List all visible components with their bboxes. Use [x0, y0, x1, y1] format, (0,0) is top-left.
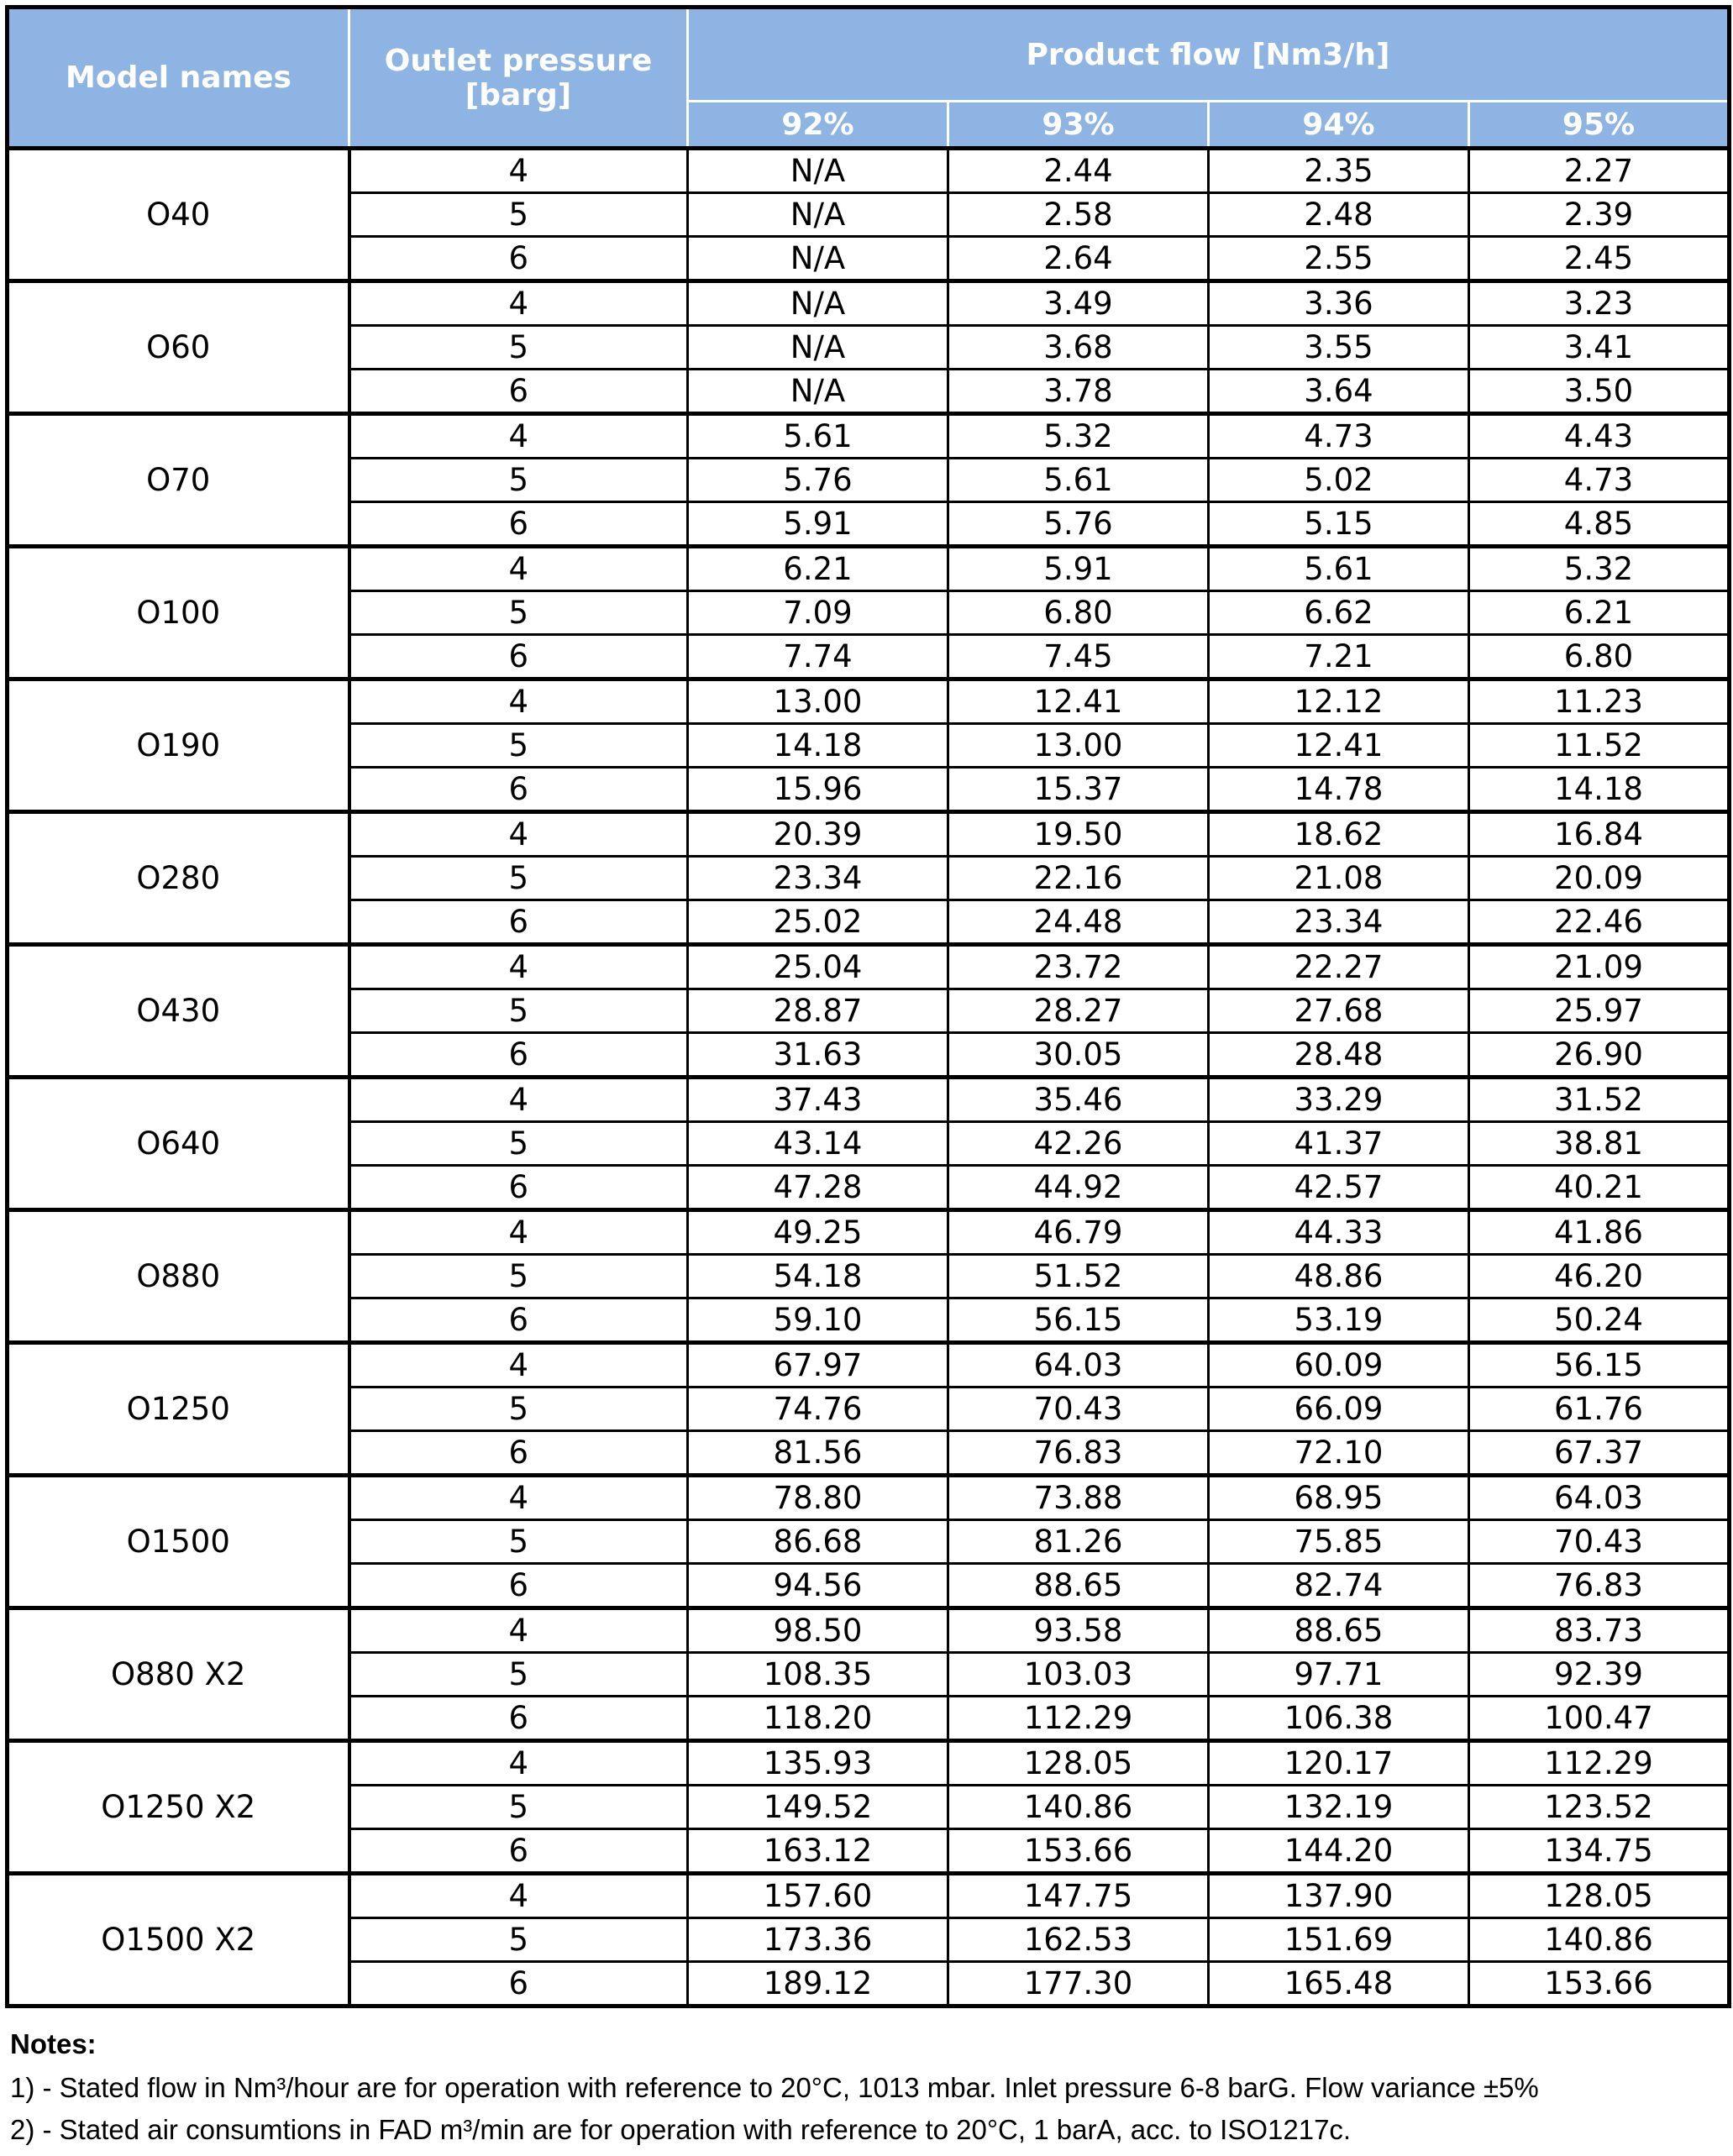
flow-value-cell: 47.28 [688, 1166, 948, 1210]
outlet-pressure-cell: 6 [349, 502, 688, 547]
flow-value-cell: 3.64 [1209, 370, 1469, 414]
flow-value-cell: 12.41 [1209, 724, 1469, 768]
flow-value-cell: 112.29 [948, 1697, 1209, 1741]
model-name-cell: O1250 X2 [8, 1741, 349, 1874]
model-name-cell: O60 [8, 281, 349, 414]
flow-value-cell: 26.90 [1469, 1033, 1730, 1078]
outlet-pressure-cell: 4 [349, 547, 688, 591]
flow-value-cell: 5.76 [948, 502, 1209, 547]
outlet-pressure-cell: 6 [349, 1697, 688, 1741]
outlet-pressure-cell: 4 [349, 1476, 688, 1520]
flow-value-cell: 25.02 [688, 900, 948, 945]
notes-section [10, 2028, 1724, 2156]
outlet-pressure-cell: 5 [349, 193, 688, 237]
outlet-pressure-cell: 6 [349, 1962, 688, 2006]
outlet-pressure-cell: 6 [349, 1564, 688, 1608]
table-row [8, 1210, 1730, 1255]
flow-value-cell: 103.03 [948, 1653, 1209, 1697]
table-row [8, 1608, 1730, 1653]
flow-value-cell: 6.80 [948, 591, 1209, 635]
model-name-cell: O190 [8, 679, 349, 812]
table-header [8, 8, 1730, 149]
flow-value-cell: 5.32 [948, 414, 1209, 459]
flow-value-cell: 5.61 [948, 459, 1209, 502]
flow-value-cell: 132.19 [1209, 1786, 1469, 1829]
flow-value-cell: N/A [688, 149, 948, 193]
flow-value-cell: 97.71 [1209, 1653, 1469, 1697]
flow-value-cell: 43.14 [688, 1122, 948, 1166]
flow-value-cell: 120.17 [1209, 1741, 1469, 1786]
flow-value-cell: 4.43 [1469, 414, 1730, 459]
flow-value-cell: 153.66 [948, 1829, 1209, 1874]
flow-value-cell: 67.37 [1469, 1431, 1730, 1476]
flow-value-cell: 81.56 [688, 1431, 948, 1476]
flow-value-cell: 61.76 [1469, 1387, 1730, 1431]
flow-value-cell: 21.08 [1209, 857, 1469, 900]
table-row [8, 1476, 1730, 1520]
table-row [8, 679, 1730, 724]
model-name-cell: O280 [8, 812, 349, 945]
header-purity-2: 93% [948, 102, 1209, 149]
flow-value-cell: N/A [688, 193, 948, 237]
flow-value-cell: 27.68 [1209, 989, 1469, 1033]
model-name-cell: O1500 [8, 1476, 349, 1608]
note-line-1: 1) - Stated flow in Nm³/hour are for operation with reference to 20°C, 1013 mbar. Inlet pressure 6-8 barG. Flow variance ±5% [10, 2072, 1539, 2103]
flow-value-cell: 11.52 [1469, 724, 1730, 768]
flow-value-cell: 151.69 [1209, 1918, 1469, 1962]
flow-value-cell: 3.68 [948, 326, 1209, 370]
table-row [8, 812, 1730, 857]
flow-value-cell: 149.52 [688, 1786, 948, 1829]
header-outlet-pressure: Outlet pressure [barg] [349, 8, 688, 149]
flow-value-cell: 13.00 [688, 679, 948, 724]
header-model-names: Model names [8, 8, 349, 149]
flow-value-cell: 18.62 [1209, 812, 1469, 857]
model-name-cell: O1500 X2 [8, 1874, 349, 2006]
model-name-cell: O70 [8, 414, 349, 547]
flow-value-cell: 59.10 [688, 1298, 948, 1343]
flow-value-cell: 93.58 [948, 1608, 1209, 1653]
flow-value-cell: 42.57 [1209, 1166, 1469, 1210]
flow-value-cell: 64.03 [1469, 1476, 1730, 1520]
flow-value-cell: 5.61 [688, 414, 948, 459]
flow-value-cell: 6.80 [1469, 635, 1730, 679]
table-row [8, 547, 1730, 591]
outlet-pressure-cell: 6 [349, 768, 688, 812]
outlet-pressure-cell: 5 [349, 989, 688, 1033]
flow-value-cell: 73.88 [948, 1476, 1209, 1520]
flow-value-cell: 20.39 [688, 812, 948, 857]
flow-value-cell: 49.25 [688, 1210, 948, 1255]
flow-value-cell: 88.65 [948, 1564, 1209, 1608]
flow-value-cell: 70.43 [948, 1387, 1209, 1431]
model-name-cell: O430 [8, 945, 349, 1078]
table-body [8, 149, 1730, 2006]
flow-value-cell: 2.45 [1469, 237, 1730, 281]
flow-value-cell: 76.83 [1469, 1564, 1730, 1608]
outlet-pressure-cell: 6 [349, 1431, 688, 1476]
flow-value-cell: 72.10 [1209, 1431, 1469, 1476]
flow-value-cell: 64.03 [948, 1343, 1209, 1387]
outlet-pressure-cell: 6 [349, 900, 688, 945]
outlet-pressure-cell: 4 [349, 812, 688, 857]
flow-value-cell: 128.05 [948, 1741, 1209, 1786]
model-name-cell: O880 [8, 1210, 349, 1343]
flow-value-cell: 41.37 [1209, 1122, 1469, 1166]
flow-value-cell: 94.56 [688, 1564, 948, 1608]
flow-value-cell: 118.20 [688, 1697, 948, 1741]
flow-value-cell: 40.21 [1469, 1166, 1730, 1210]
flow-value-cell: 92.39 [1469, 1653, 1730, 1697]
flow-value-cell: N/A [688, 326, 948, 370]
flow-value-cell: 163.12 [688, 1829, 948, 1874]
outlet-pressure-cell: 6 [349, 1033, 688, 1078]
flow-value-cell: 5.02 [1209, 459, 1469, 502]
flow-value-cell: 48.86 [1209, 1255, 1469, 1298]
flow-value-cell: 5.76 [688, 459, 948, 502]
flow-value-cell: 78.80 [688, 1476, 948, 1520]
outlet-pressure-cell: 5 [349, 591, 688, 635]
flow-value-cell: 88.65 [1209, 1608, 1469, 1653]
notes-title: Notes: [10, 2028, 97, 2059]
flow-value-cell: 2.39 [1469, 193, 1730, 237]
flow-value-cell: 56.15 [948, 1298, 1209, 1343]
note-line-2: 2) - Stated air consumtions in FAD m³/min are for operation with reference to 20°C, 1 barA, acc. to ISO1217c. [10, 2114, 1352, 2145]
flow-value-cell: 76.83 [948, 1431, 1209, 1476]
header-product-flow: Product flow [Nm3/h] [688, 8, 1730, 102]
flow-value-cell: 162.53 [948, 1918, 1209, 1962]
flow-value-cell: 35.46 [948, 1078, 1209, 1122]
flow-value-cell: 4.85 [1469, 502, 1730, 547]
outlet-pressure-cell: 4 [349, 1874, 688, 1918]
flow-value-cell: 12.41 [948, 679, 1209, 724]
table-row [8, 1078, 1730, 1122]
flow-value-cell: 83.73 [1469, 1608, 1730, 1653]
flow-value-cell: 3.50 [1469, 370, 1730, 414]
outlet-pressure-cell: 4 [349, 1608, 688, 1653]
outlet-pressure-cell: 5 [349, 459, 688, 502]
flow-value-cell: 2.35 [1209, 149, 1469, 193]
flow-value-cell: 33.29 [1209, 1078, 1469, 1122]
model-name-cell: O1250 [8, 1343, 349, 1476]
flow-value-cell: 24.48 [948, 900, 1209, 945]
outlet-pressure-cell: 4 [349, 1210, 688, 1255]
flow-value-cell: 82.74 [1209, 1564, 1469, 1608]
outlet-pressure-cell: 4 [349, 945, 688, 989]
outlet-pressure-cell: 5 [349, 326, 688, 370]
flow-value-cell: 177.30 [948, 1962, 1209, 2006]
flow-value-cell: 23.72 [948, 945, 1209, 989]
flow-value-cell: 68.95 [1209, 1476, 1469, 1520]
flow-value-cell: 128.05 [1469, 1874, 1730, 1918]
outlet-pressure-cell: 4 [349, 1741, 688, 1786]
flow-value-cell: 6.21 [688, 547, 948, 591]
flow-value-cell: 98.50 [688, 1608, 948, 1653]
flow-value-cell: 16.84 [1469, 812, 1730, 857]
flow-value-cell: 14.18 [688, 724, 948, 768]
flow-value-cell: 2.64 [948, 237, 1209, 281]
flow-value-cell: 100.47 [1469, 1697, 1730, 1741]
flow-value-cell: 44.33 [1209, 1210, 1469, 1255]
table-row [8, 1874, 1730, 1918]
flow-value-cell: 31.63 [688, 1033, 948, 1078]
flow-value-cell: 3.36 [1209, 281, 1469, 326]
flow-value-cell: 15.96 [688, 768, 948, 812]
outlet-pressure-cell: 5 [349, 724, 688, 768]
flow-value-cell: 41.86 [1469, 1210, 1730, 1255]
flow-value-cell: 189.12 [688, 1962, 948, 2006]
flow-value-cell: 2.44 [948, 149, 1209, 193]
flow-value-cell: 30.05 [948, 1033, 1209, 1078]
flow-value-cell: 140.86 [948, 1786, 1209, 1829]
flow-value-cell: 70.43 [1469, 1520, 1730, 1564]
flow-value-cell: 5.15 [1209, 502, 1469, 547]
flow-value-cell: 7.09 [688, 591, 948, 635]
table-row [8, 1343, 1730, 1387]
flow-value-cell: 22.27 [1209, 945, 1469, 989]
flow-value-cell: 108.35 [688, 1653, 948, 1697]
flow-value-cell: 3.23 [1469, 281, 1730, 326]
flow-value-cell: 6.21 [1469, 591, 1730, 635]
flow-value-cell: 137.90 [1209, 1874, 1469, 1918]
flow-value-cell: 28.48 [1209, 1033, 1469, 1078]
flow-value-cell: 20.09 [1469, 857, 1730, 900]
outlet-pressure-cell: 5 [349, 857, 688, 900]
outlet-pressure-cell: 4 [349, 1343, 688, 1387]
table-row [8, 281, 1730, 326]
flow-value-cell: 46.79 [948, 1210, 1209, 1255]
outlet-pressure-cell: 6 [349, 635, 688, 679]
flow-value-cell: 11.23 [1469, 679, 1730, 724]
flow-value-cell: 5.61 [1209, 547, 1469, 591]
flow-value-cell: 3.55 [1209, 326, 1469, 370]
outlet-pressure-cell: 6 [349, 370, 688, 414]
flow-value-cell: 28.27 [948, 989, 1209, 1033]
flow-value-cell: 51.52 [948, 1255, 1209, 1298]
flow-value-cell: 38.81 [1469, 1122, 1730, 1166]
flow-value-cell: 140.86 [1469, 1918, 1730, 1962]
table-row [8, 945, 1730, 989]
flow-value-cell: 25.97 [1469, 989, 1730, 1033]
flow-value-cell: 144.20 [1209, 1829, 1469, 1874]
flow-value-cell: 56.15 [1469, 1343, 1730, 1387]
outlet-pressure-cell: 4 [349, 414, 688, 459]
flow-value-cell: 7.74 [688, 635, 948, 679]
table-row [8, 149, 1730, 193]
outlet-pressure-cell: 5 [349, 1918, 688, 1962]
outlet-pressure-cell: 4 [349, 1078, 688, 1122]
flow-value-cell: 2.58 [948, 193, 1209, 237]
product-flow-table [5, 5, 1731, 2008]
flow-value-cell: 2.48 [1209, 193, 1469, 237]
flow-value-cell: 123.52 [1469, 1786, 1730, 1829]
model-name-cell: O40 [8, 149, 349, 281]
flow-value-cell: 42.26 [948, 1122, 1209, 1166]
flow-value-cell: N/A [688, 237, 948, 281]
flow-value-cell: 75.85 [1209, 1520, 1469, 1564]
flow-value-cell: 54.18 [688, 1255, 948, 1298]
flow-value-cell: 25.04 [688, 945, 948, 989]
table-row [8, 1741, 1730, 1786]
table-row [8, 414, 1730, 459]
flow-value-cell: 37.43 [688, 1078, 948, 1122]
flow-value-cell: 66.09 [1209, 1387, 1469, 1431]
flow-value-cell: 12.12 [1209, 679, 1469, 724]
outlet-pressure-cell: 5 [349, 1122, 688, 1166]
flow-value-cell: 44.92 [948, 1166, 1209, 1210]
flow-value-cell: 14.78 [1209, 768, 1469, 812]
outlet-pressure-cell: 4 [349, 149, 688, 193]
flow-value-cell: 23.34 [1209, 900, 1469, 945]
outlet-pressure-cell: 5 [349, 1255, 688, 1298]
flow-value-cell: 53.19 [1209, 1298, 1469, 1343]
flow-value-cell: 147.75 [948, 1874, 1209, 1918]
flow-value-cell: 46.20 [1469, 1255, 1730, 1298]
flow-value-cell: 74.76 [688, 1387, 948, 1431]
flow-value-cell: 3.41 [1469, 326, 1730, 370]
flow-value-cell: 13.00 [948, 724, 1209, 768]
outlet-pressure-cell: 6 [349, 1166, 688, 1210]
flow-value-cell: 14.18 [1469, 768, 1730, 812]
model-name-cell: O880 X2 [8, 1608, 349, 1741]
flow-value-cell: 5.32 [1469, 547, 1730, 591]
flow-value-cell: 19.50 [948, 812, 1209, 857]
flow-value-cell: 86.68 [688, 1520, 948, 1564]
flow-value-cell: 22.46 [1469, 900, 1730, 945]
outlet-pressure-cell: 5 [349, 1786, 688, 1829]
flow-value-cell: 23.34 [688, 857, 948, 900]
flow-value-cell: 3.78 [948, 370, 1209, 414]
flow-value-cell: 67.97 [688, 1343, 948, 1387]
flow-value-cell: 2.27 [1469, 149, 1730, 193]
flow-value-cell: 134.75 [1469, 1829, 1730, 1874]
flow-value-cell: 4.73 [1209, 414, 1469, 459]
flow-value-cell: 15.37 [948, 768, 1209, 812]
flow-value-cell: 3.49 [948, 281, 1209, 326]
flow-value-cell: 165.48 [1209, 1962, 1469, 2006]
outlet-pressure-cell: 4 [349, 679, 688, 724]
flow-value-cell: 22.16 [948, 857, 1209, 900]
flow-value-cell: 112.29 [1469, 1741, 1730, 1786]
flow-value-cell: 5.91 [948, 547, 1209, 591]
flow-value-cell: 7.21 [1209, 635, 1469, 679]
header-purity-4: 95% [1469, 102, 1730, 149]
flow-value-cell: 157.60 [688, 1874, 948, 1918]
flow-value-cell: 60.09 [1209, 1343, 1469, 1387]
outlet-pressure-cell: 6 [349, 1829, 688, 1874]
flow-value-cell: N/A [688, 281, 948, 326]
flow-value-cell: 28.87 [688, 989, 948, 1033]
flow-value-cell: 6.62 [1209, 591, 1469, 635]
flow-value-cell: 31.52 [1469, 1078, 1730, 1122]
flow-value-cell: N/A [688, 370, 948, 414]
flow-value-cell: 2.55 [1209, 237, 1469, 281]
header-purity-1: 92% [688, 102, 948, 149]
flow-value-cell: 81.26 [948, 1520, 1209, 1564]
flow-value-cell: 135.93 [688, 1741, 948, 1786]
flow-value-cell: 21.09 [1469, 945, 1730, 989]
outlet-pressure-cell: 5 [349, 1387, 688, 1431]
flow-value-cell: 50.24 [1469, 1298, 1730, 1343]
model-name-cell: O100 [8, 547, 349, 679]
flow-value-cell: 106.38 [1209, 1697, 1469, 1741]
flow-value-cell: 153.66 [1469, 1962, 1730, 2006]
outlet-pressure-cell: 4 [349, 281, 688, 326]
outlet-pressure-cell: 6 [349, 1298, 688, 1343]
flow-value-cell: 7.45 [948, 635, 1209, 679]
model-name-cell: O640 [8, 1078, 349, 1210]
outlet-pressure-cell: 5 [349, 1520, 688, 1564]
flow-value-cell: 5.91 [688, 502, 948, 547]
flow-value-cell: 4.73 [1469, 459, 1730, 502]
flow-value-cell: 173.36 [688, 1918, 948, 1962]
outlet-pressure-cell: 6 [349, 237, 688, 281]
header-purity-3: 94% [1209, 102, 1469, 149]
outlet-pressure-cell: 5 [349, 1653, 688, 1697]
